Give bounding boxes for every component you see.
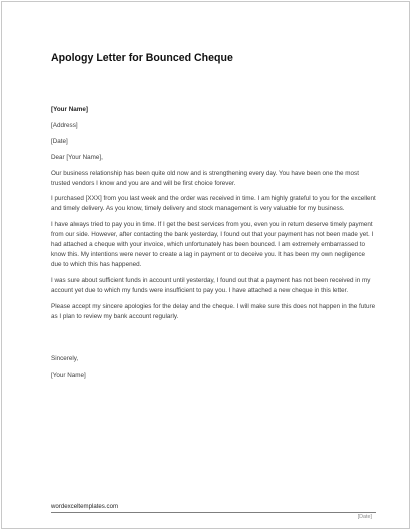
paragraph-4: I was sure about sufficient funds in account until yesterday, I found out that a payment has not been received in my account yet due to which my funds were insufficient to pay you. I have attached a new cheque in this letter.: [51, 276, 371, 294]
paragraph-3: I have always tried to pay you in time. If I get the best services from you, even you in return deserve timely payment from our side. However, after contacting the bank yesterday, I found out that your payment has not been made yet. I had attached a cheque with your invoice, which unfortunately has been bounced. I am extremely embarrassed to know this. My intentions were never to create a lag in payment or to deceive you. It has been my own negligence due to which this has happened.: [51, 221, 374, 268]
footer-date: [Date]: [357, 514, 372, 520]
letter-body: [51, 105, 377, 327]
salutation: Dear [Your Name],: [51, 153, 103, 161]
letter-page: [1, 1, 410, 529]
footer-divider: [51, 512, 376, 513]
sender-address: [Address]: [51, 121, 78, 129]
letter-closing: [51, 354, 86, 388]
sender-name: [Your Name]: [51, 106, 88, 113]
letter-date: [Date]: [51, 137, 68, 145]
signature: [Your Name]: [51, 371, 86, 379]
paragraph-2: I purchased [XXX] from you last week and the order was received in time. I am highly grateful to you for the excellent and timely delivery. As you know, timely delivery and stock management is very valuable for my business.: [51, 195, 376, 213]
letter-title: Apology Letter for Bounced Cheque: [51, 52, 233, 64]
closing-text: Sincerely,: [51, 355, 79, 362]
paragraph-5: Please accept my sincere apologies for the delay and the cheque. I will make sure this does not happen in the future as I plan to review my bank account regularly.: [51, 302, 376, 320]
footer-url: wordexceltemplates.com: [51, 503, 119, 510]
paragraph-1: Our business relationship has been quite old now and is strengthening every day. You have been one the most trusted vendors I know and you are and will be first choice forever.: [51, 169, 359, 187]
